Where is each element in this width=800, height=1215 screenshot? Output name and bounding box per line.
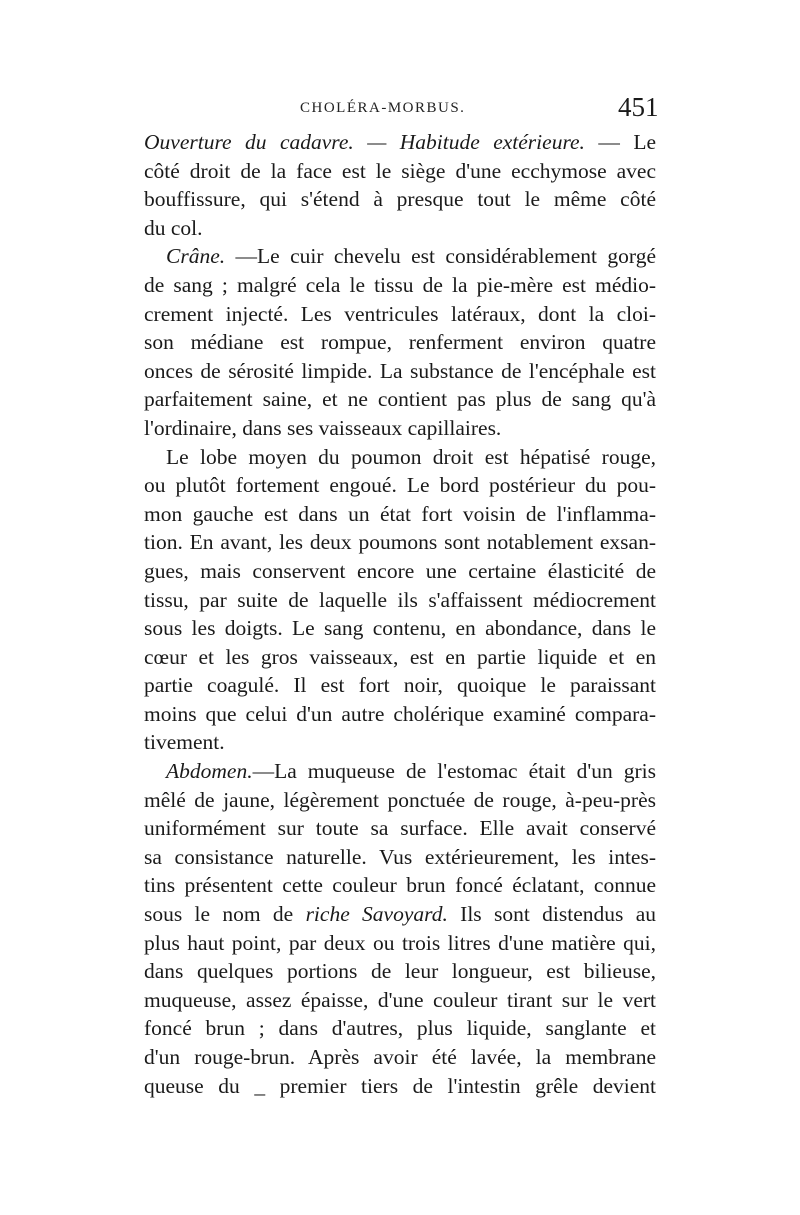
text-line: tissu, par suite de laquelle ils s'affaissent médiocrement: [144, 587, 656, 612]
text-line: gues, mais conservent encore une certaine élasticité de: [144, 558, 656, 583]
text-line: Le lobe moyen du poumon droit est hépatisé rouge,: [166, 444, 656, 469]
text-line: crement injecté. Les ventricules latéraux, dont la cloi-: [144, 301, 656, 326]
text-line: [144, 900, 656, 929]
text-line: parfaitement saine, et ne contient pas plus de sang qu'à: [144, 387, 656, 412]
line-text: sous le nom de: [144, 902, 306, 927]
text-line: muqueuse, assez épaisse, d'une couleur tirant sur le vert: [144, 987, 656, 1012]
text-line: [144, 757, 656, 786]
text-line: du col.: [144, 215, 203, 240]
italic-heading: Ouverture du cadavre. — Habitude extérieure.: [144, 130, 585, 154]
text-line: moins que celui d'un autre cholérique examiné compara-: [144, 701, 656, 726]
italic-heading: Abdomen.: [166, 759, 253, 784]
text-line: de sang ; malgré cela le tissu de la pie-mère est médio-: [144, 272, 656, 297]
text-line: dans quelques portions de leur longueur, est bilieuse,: [144, 959, 656, 984]
text-line: plus haut point, par deux ou trois litres d'une matière qui,: [144, 930, 656, 955]
page-number: 451: [618, 92, 659, 122]
text-line: sous les doigts. Le sang contenu, en abondance, dans le: [144, 616, 656, 641]
text-line: l'ordinaire, dans ses vaisseaux capillaires.: [144, 415, 502, 440]
text-line: tion. En avant, les deux poumons sont notablement exsan-: [144, 530, 656, 555]
italic-heading: Crâne.: [166, 244, 226, 269]
text-line: foncé brun ; dans d'autres, plus liquide, sanglante et: [144, 1016, 656, 1041]
text-line: son médiane est rompue, renferment environ quatre: [144, 330, 656, 355]
body-text: [144, 128, 656, 1100]
text-line: onces de sérosité limpide. La substance de l'encéphale est: [144, 358, 656, 383]
line-text: —La muqueuse de l'estomac était d'un gris: [252, 759, 656, 784]
line-text: — Le: [584, 130, 656, 154]
text-line: mêlé de jaune, légèrement ponctuée de rouge, à-peu-près: [144, 787, 656, 812]
running-title: CHOLÉRA-MORBUS.: [300, 100, 466, 116]
text-line: tins présentent cette couleur brun foncé éclatant, connue: [144, 873, 656, 898]
text-line: [144, 128, 656, 157]
text-line: tivement.: [144, 730, 225, 755]
text-line: d'un rouge-brun. Après avoir été lavée, la membrane: [144, 1045, 656, 1069]
text-line: cœur et les gros vaisseaux, est en partie liquide et en: [144, 644, 656, 669]
line-text: —Le cuir chevelu est considérablement gorgé: [225, 244, 656, 269]
text-line: mon gauche est dans un état fort voisin de l'inflamma-: [144, 501, 656, 526]
text-line: ou plutôt fortement engoué. Le bord postérieur du pou-: [144, 473, 656, 498]
line-text: Ils sont distendus au: [447, 902, 656, 927]
text-line: bouffissure, qui s'étend à presque tout le même côté: [144, 187, 656, 212]
text-line: queuse du _ premier tiers de l'intestin grêle devient: [144, 1073, 656, 1098]
page-header: [0, 92, 800, 124]
text-line: côté droit de la face est le siège d'une ecchymose avec: [144, 158, 656, 183]
text-line: [144, 242, 656, 271]
text-line: sa consistance naturelle. Vus extérieurement, les intes-: [144, 844, 656, 869]
italic-heading: riche Savoyard.: [305, 902, 448, 927]
text-line: partie coagulé. Il est fort noir, quoique le paraissant: [144, 673, 656, 698]
text-line: uniformément sur toute sa surface. Elle avait conservé: [144, 816, 656, 841]
